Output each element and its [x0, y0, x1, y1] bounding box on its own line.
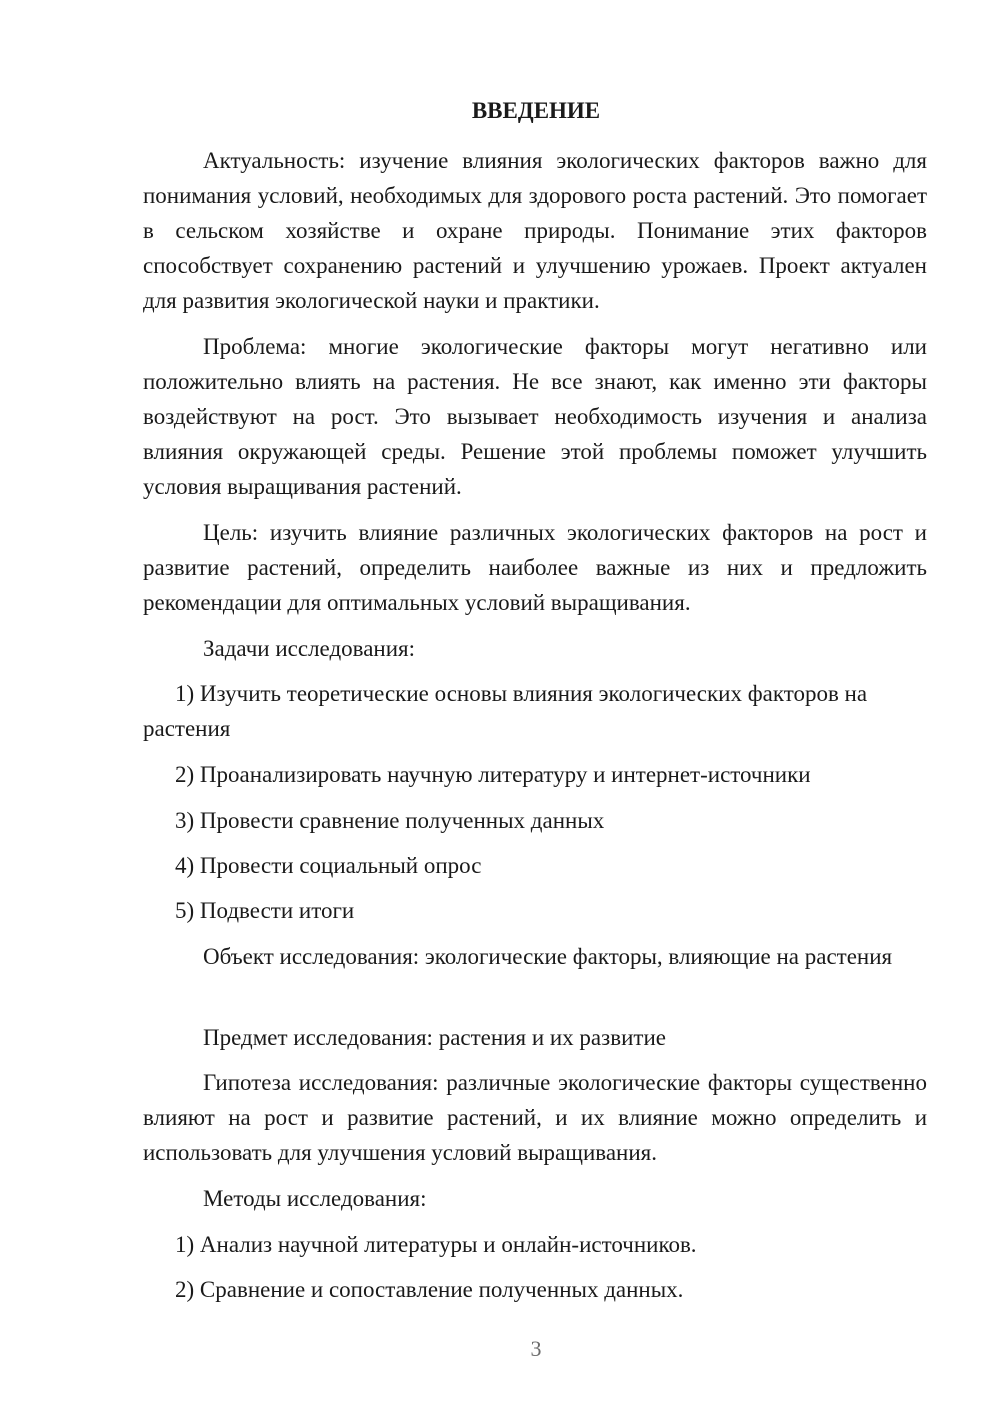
- subject-paragraph: Предмет исследования: растения и их развитие: [203, 1025, 666, 1050]
- goal-paragraph: Цель: изучить влияние различных экологических факторов на рост и развитие растений, определить наиболее важные из них и предложить рекомендации для оптимальных условий выращивания.: [143, 520, 927, 615]
- task-item: 1) Изучить теоретические основы влияния экологических факторов на растения: [143, 681, 868, 741]
- page-number: 3: [530, 1336, 542, 1361]
- tasks-heading: Задачи исследования:: [203, 636, 416, 661]
- method-item: 1) Анализ научной литературы и онлайн-источников.: [175, 1232, 697, 1257]
- hypothesis-paragraph: Гипотеза исследования: различные экологические факторы существенно влияют на рост и развитие растений, и их влияние можно определить и использовать для улучшения условий выращивания.: [143, 1070, 927, 1165]
- task-item: 3) Провести сравнение полученных данных: [175, 808, 605, 833]
- methods-heading: Методы исследования:: [203, 1186, 427, 1211]
- object-paragraph: Объект исследования: экологические факторы, влияющие на растения: [203, 944, 893, 969]
- page-title: ВВЕДЕНИЕ: [471, 98, 601, 123]
- task-item: 4) Провести социальный опрос: [175, 853, 482, 878]
- task-item: 5) Подвести итоги: [175, 898, 355, 923]
- method-item: 2) Сравнение и сопоставление полученных данных.: [175, 1277, 684, 1302]
- problem-paragraph: Проблема: многие экологические факторы могут негативно или положительно влиять на растения. Не все знают, как именно эти факторы воздействуют на рост. Это вызывает необходимость изучения и анализа влияния окружающей среды. Решение этой проблемы поможет улучшить условия выращивания растений.: [143, 334, 927, 499]
- task-item: 2) Проанализировать научную литературу и интернет-источники: [175, 762, 811, 787]
- relevance-paragraph: Актуальность: изучение влияния экологических факторов важно для понимания условий, необходимых для здорового роста растений. Это помогает в сельском хозяйстве и охране природы. Понимание этих факторов способствует сохранению растений и улучшению урожаев. Проект актуален для развития экологической науки и практики.: [143, 148, 927, 313]
